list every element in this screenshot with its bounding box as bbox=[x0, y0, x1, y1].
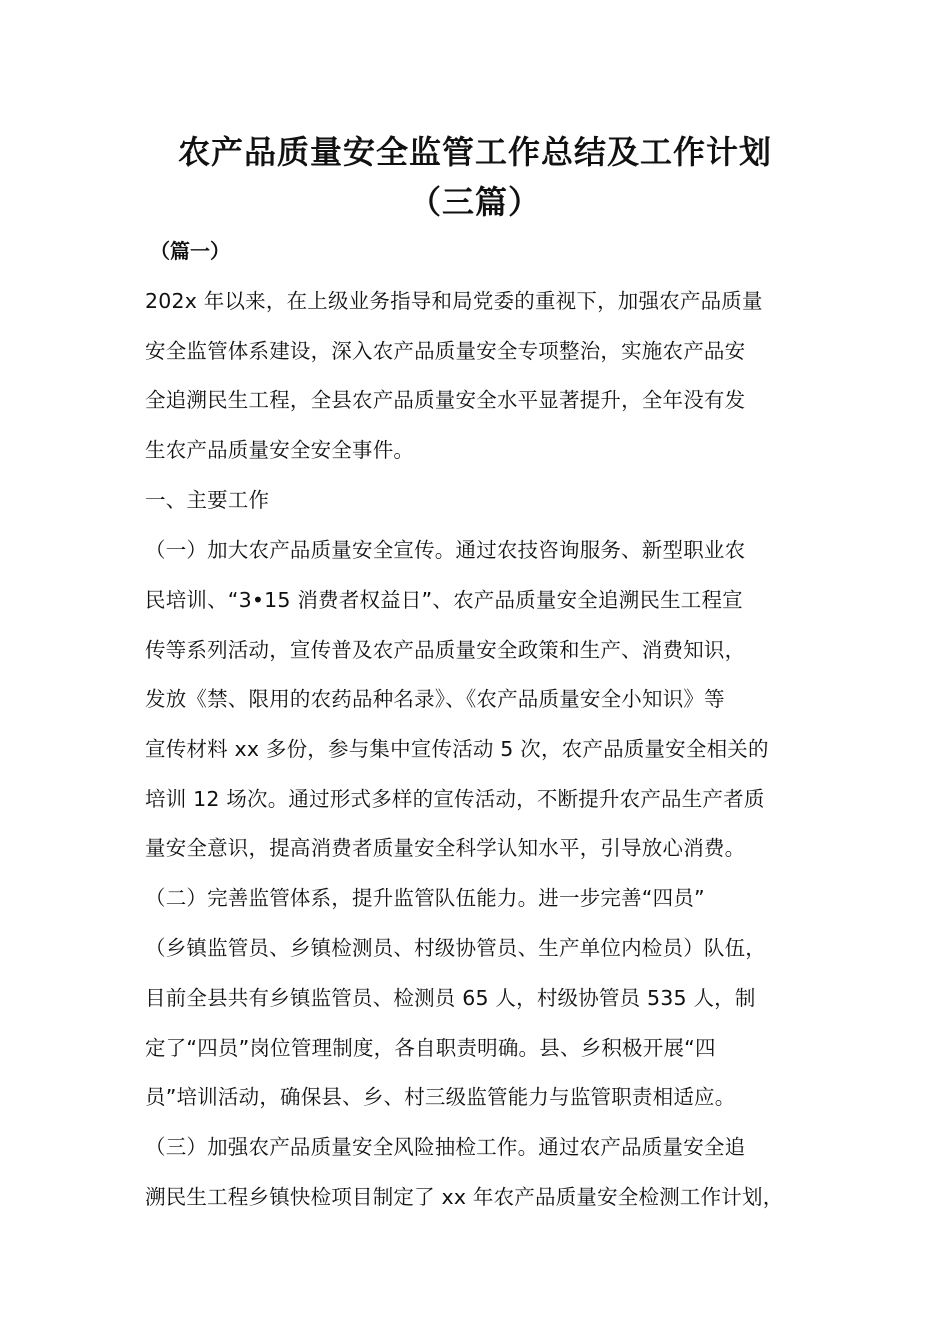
body-line: （二）完善监管体系，提升监管队伍能力。进一步完善“四员” bbox=[145, 886, 705, 910]
body-line: 安全监管体系建设，深入农产品质量安全专项整治，实施农产品安 bbox=[145, 339, 746, 363]
document-title-line-1: 农产品质量安全监管工作总结及工作计划 bbox=[177, 133, 772, 171]
document-title-line-2: （三篇） bbox=[408, 183, 541, 221]
body-line: 培训 12 场次。通过形式多样的宣传活动，不断提升农产品生产者质 bbox=[145, 787, 765, 811]
body-line: 定了“四员”岗位管理制度，各自职责明确。县、乡积极开展“四 bbox=[145, 1036, 716, 1060]
body-line: 宣传材料 xx 多份，参与集中宣传活动 5 次，农产品质量安全相关的 bbox=[145, 737, 769, 761]
section-heading: 一、主要工作 bbox=[145, 488, 270, 512]
body-line: 全追溯民生工程，全县农产品质量安全水平显著提升，全年没有发 bbox=[145, 388, 746, 412]
body-line: 发放《禁、限用的农药品种名录》、《农产品质量安全小知识》等 bbox=[145, 687, 725, 711]
section-label: （篇一） bbox=[150, 239, 230, 263]
body-line: （三）加强农产品质量安全风险抽检工作。通过农产品质量安全追 bbox=[145, 1135, 746, 1159]
body-line: 员”培训活动，确保县、乡、村三级监管能力与监管职责相适应。 bbox=[145, 1085, 736, 1109]
body-line: 生农产品质量安全安全事件。 bbox=[145, 438, 415, 462]
body-line: 传等系列活动，宣传普及农产品质量安全政策和生产、消费知识， bbox=[145, 638, 746, 662]
body-line: 202x 年以来，在上级业务指导和局党委的重视下，加强农产品质量 bbox=[145, 289, 763, 313]
body-line: （乡镇监管员、乡镇检测员、村级协管员、生产单位内检员）队伍， bbox=[145, 936, 766, 960]
body-line: （一）加大农产品质量安全宣传。通过农技咨询服务、新型职业农 bbox=[145, 538, 746, 562]
body-line: 民培训、“3•15 消费者权益日”、农产品质量安全追溯民生工程宣 bbox=[145, 588, 743, 612]
body-line: 目前全县共有乡镇监管员、检测员 65 人，村级协管员 535 人，制 bbox=[145, 986, 756, 1010]
body-line: 溯民生工程乡镇快检项目制定了 xx 年农产品质量安全检测工作计划， bbox=[145, 1185, 784, 1209]
body-line: 量安全意识，提高消费者质量安全科学认知水平，引导放心消费。 bbox=[145, 836, 746, 860]
